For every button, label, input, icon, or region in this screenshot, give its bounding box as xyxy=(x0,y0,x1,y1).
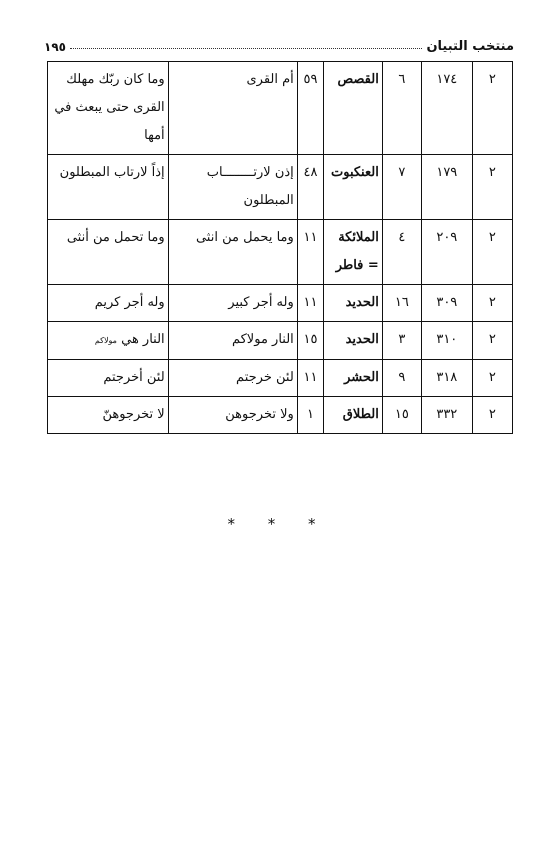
quran-text-cell-text: النار مولاكم xyxy=(231,332,294,347)
page-cell-text: ٣١٠ xyxy=(436,332,458,347)
page-cell xyxy=(421,397,472,434)
volume-cell xyxy=(472,360,512,397)
cited-text-cell xyxy=(48,62,169,155)
verse-cell-text: ١١ xyxy=(303,230,318,245)
surah-cell xyxy=(324,360,383,397)
page-header xyxy=(44,34,514,54)
verse-cell xyxy=(297,220,323,285)
page-cell-text: ١٧٤ xyxy=(436,72,458,87)
page-cell xyxy=(421,322,472,360)
volume-cell-text: ٢ xyxy=(488,165,496,180)
surah-cell-text: الحشر xyxy=(344,370,379,385)
verse-cell-text: ١ xyxy=(307,407,314,422)
running-title: منتخب التبيان xyxy=(426,39,514,54)
volume-cell-text: ٢ xyxy=(488,230,496,245)
table-row xyxy=(48,285,513,322)
cited-text-cell-text: وله أجر كريم xyxy=(94,295,165,310)
number-cell xyxy=(382,220,421,285)
verse-cell xyxy=(297,155,323,220)
verse-cell xyxy=(297,322,323,360)
table-body xyxy=(48,62,513,434)
verse-cell-text: ٥٩ xyxy=(303,72,318,87)
quran-text-cell-text: وما يحمل من انثى xyxy=(195,230,294,245)
number-cell-text: ١٥ xyxy=(394,407,409,422)
number-cell xyxy=(382,397,421,434)
cited-text-cell-text: لئن أخرجتم xyxy=(103,370,165,385)
verse-cell-text: ١١ xyxy=(303,295,318,310)
section-end-ornament: * * * xyxy=(227,515,330,533)
cited-text-cell-text: النار هي xyxy=(121,332,165,347)
cited-text-cell-text: وما تحمل من أنثى xyxy=(66,230,165,245)
cited-text-cell xyxy=(48,285,169,322)
volume-cell xyxy=(472,322,512,360)
page-cell-text: ١٧٩ xyxy=(436,165,458,180)
cited-text-small: مولاكم xyxy=(94,336,117,345)
surah-cell-text: الحديد xyxy=(345,332,379,347)
cited-text-cell-text: وما كان ربّك مهلك القرى حتى يبعث في أمها xyxy=(54,72,165,143)
number-cell xyxy=(382,62,421,155)
number-cell xyxy=(382,155,421,220)
verse-cell-text: ١١ xyxy=(303,370,318,385)
number-cell-text: ٩ xyxy=(398,370,406,385)
surah-cell-text: الملائكة = فاطر xyxy=(335,230,379,273)
page-cell xyxy=(421,155,472,220)
surah-cell xyxy=(324,322,383,360)
quran-text-cell-text: وله أجر كبير xyxy=(228,295,294,310)
volume-cell-text: ٢ xyxy=(488,332,496,347)
quran-text-cell xyxy=(168,360,297,397)
number-cell xyxy=(382,360,421,397)
quran-text-cell xyxy=(168,155,297,220)
table-row xyxy=(48,360,513,397)
surah-cell xyxy=(324,62,383,155)
verse-cell-text: ٤٨ xyxy=(303,165,318,180)
verse-cell xyxy=(297,285,323,322)
page-cell xyxy=(421,220,472,285)
volume-cell xyxy=(472,220,512,285)
quran-text-cell xyxy=(168,220,297,285)
surah-cell xyxy=(324,220,383,285)
cited-text-cell xyxy=(48,397,169,434)
page-number: ١٩٥ xyxy=(44,40,66,54)
cited-text-cell xyxy=(48,155,169,220)
quran-text-cell-text: ولا تخرجوهن xyxy=(225,407,294,422)
table-row xyxy=(48,155,513,220)
number-cell-text: ٤ xyxy=(398,230,406,245)
surah-cell-text: الطلاق xyxy=(342,407,379,422)
surah-cell xyxy=(324,155,383,220)
verse-cell xyxy=(297,360,323,397)
page-cell-text: ٣٠٩ xyxy=(436,295,458,310)
quran-text-cell-text: أم القرى xyxy=(246,72,294,87)
volume-cell xyxy=(472,62,512,155)
surah-cell-text: الحديد xyxy=(345,295,379,310)
number-cell xyxy=(382,322,421,360)
quran-text-cell xyxy=(168,322,297,360)
number-cell-text: ٦ xyxy=(398,72,406,87)
quran-text-cell xyxy=(168,285,297,322)
number-cell xyxy=(382,285,421,322)
quran-text-cell-text: إذن لارتــــــــاب المبطلون xyxy=(206,165,294,208)
number-cell-text: ٧ xyxy=(398,165,406,180)
volume-cell-text: ٢ xyxy=(488,72,496,87)
table-row xyxy=(48,220,513,285)
cited-text-cell xyxy=(48,360,169,397)
number-cell-text: ١٦ xyxy=(394,295,409,310)
table-row xyxy=(48,62,513,155)
surah-cell xyxy=(324,397,383,434)
page-cell xyxy=(421,62,472,155)
cited-text-cell xyxy=(48,220,169,285)
volume-cell xyxy=(472,397,512,434)
quran-text-cell xyxy=(168,397,297,434)
verse-cell xyxy=(297,397,323,434)
page-cell-text: ٣٣٢ xyxy=(436,407,458,422)
page-cell xyxy=(421,360,472,397)
volume-cell-text: ٢ xyxy=(488,407,496,422)
cited-text-cell xyxy=(48,322,169,360)
variant-readings-table xyxy=(47,61,513,434)
surah-cell-text: العنكبوت xyxy=(331,165,379,180)
quran-text-cell xyxy=(168,62,297,155)
header-leader-dots xyxy=(70,47,422,49)
cited-text-cell-text: لا تخرجوهنّ xyxy=(102,407,165,422)
page-cell-text: ٢٠٩ xyxy=(436,230,458,245)
surah-cell xyxy=(324,285,383,322)
cited-text-cell-text: إذاً لارتاب المبطلون xyxy=(59,165,165,180)
table-row xyxy=(48,322,513,360)
table-row xyxy=(48,397,513,434)
number-cell-text: ٣ xyxy=(398,332,406,347)
surah-cell-text: القصص xyxy=(337,72,379,87)
quran-text-cell-text: لئن خرجتم xyxy=(236,370,294,385)
verse-cell xyxy=(297,62,323,155)
verse-cell-text: ١٥ xyxy=(303,332,318,347)
page-cell xyxy=(421,285,472,322)
volume-cell-text: ٢ xyxy=(488,295,496,310)
volume-cell-text: ٢ xyxy=(488,370,496,385)
volume-cell xyxy=(472,155,512,220)
page-cell-text: ٣١٨ xyxy=(436,370,458,385)
volume-cell xyxy=(472,285,512,322)
